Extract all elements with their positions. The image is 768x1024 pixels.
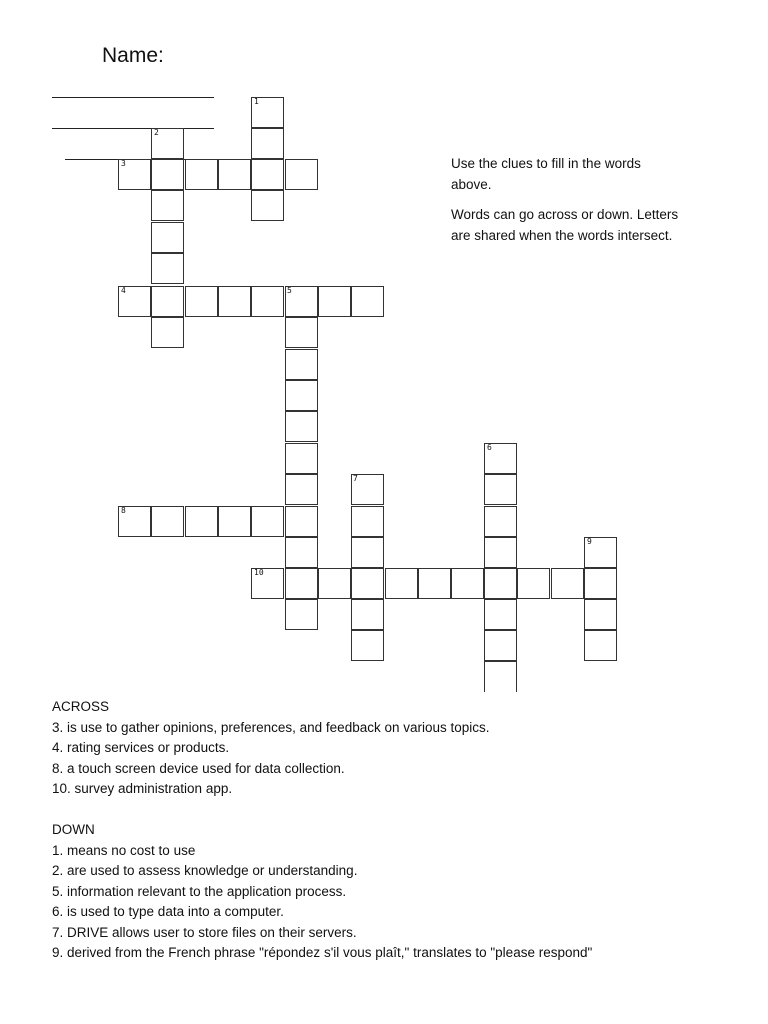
clue-number-10: 10: [254, 568, 264, 577]
grid-cell[interactable]: [351, 630, 384, 661]
clue-number-9: 9: [587, 537, 592, 546]
grid-cell[interactable]: [151, 159, 184, 190]
across-clue-8: 8. a touch screen device used for data collection.: [52, 760, 345, 776]
clue-number-3: 3: [121, 159, 126, 168]
clue-number-6: 6: [487, 443, 492, 452]
grid-cell[interactable]: [285, 506, 318, 537]
grid-cell[interactable]: [484, 599, 517, 630]
grid-cell[interactable]: [318, 568, 351, 599]
grid-cell[interactable]: [418, 568, 451, 599]
grid-cell[interactable]: [251, 159, 284, 190]
grid-cell[interactable]: [484, 537, 517, 568]
instruction-line-1: Use the clues to fill in the words above.: [451, 156, 641, 192]
grid-cell[interactable]: [285, 568, 318, 599]
grid-cell[interactable]: [251, 506, 284, 537]
across-clue-10: 10. survey administration app.: [52, 781, 233, 796]
down-clue-6: 6. is used to type data into a computer.: [52, 904, 284, 919]
down-heading: DOWN: [52, 822, 95, 837]
grid-cell[interactable]: [185, 159, 218, 190]
grid-cell[interactable]: [251, 286, 284, 317]
grid-cell[interactable]: [218, 506, 251, 537]
grid-cell[interactable]: [251, 190, 284, 221]
across-clue-4: 4. rating services or products.: [52, 740, 230, 755]
clue-number-4: 4: [121, 286, 126, 295]
grid-cell[interactable]: [151, 190, 184, 221]
across-heading: ACROSS: [52, 699, 110, 714]
grid-cell[interactable]: [484, 474, 517, 505]
clue-number-5: 5: [287, 286, 292, 295]
grid-cell[interactable]: [285, 349, 318, 380]
grid-cell[interactable]: [351, 568, 384, 599]
grid-cell[interactable]: [151, 506, 184, 537]
grid-cell[interactable]: [318, 286, 351, 317]
grid-cell[interactable]: [385, 568, 418, 599]
grid-cell[interactable]: [151, 317, 184, 348]
clue-number-7: 7: [353, 474, 358, 483]
grid-cell[interactable]: [484, 506, 517, 537]
grid-cell[interactable]: [584, 630, 617, 661]
grid-cell[interactable]: [185, 506, 218, 537]
down-clue-7: 7. DRIVE allows user to store files on their servers.: [52, 924, 357, 940]
grid-cell[interactable]: [151, 286, 184, 317]
name-line: [52, 128, 214, 129]
clue-number-2: 2: [154, 128, 159, 137]
clue-number-8: 8: [121, 506, 126, 515]
grid-cell[interactable]: [285, 443, 318, 474]
grid-cell[interactable]: [285, 537, 318, 568]
grid-cell[interactable]: [218, 159, 251, 190]
name-label: Name:: [102, 44, 164, 67]
grid-cell[interactable]: [151, 253, 184, 284]
grid-cell[interactable]: [484, 568, 517, 599]
clue-list: [52, 697, 752, 964]
grid-cell[interactable]: [285, 317, 318, 348]
name-line: [52, 97, 214, 98]
down-clue-5: 5. information relevant to the application process.: [52, 883, 347, 899]
grid-cell[interactable]: [285, 380, 318, 411]
down-clue-1: 1. means no cost to use: [52, 842, 196, 858]
grid-cell[interactable]: [185, 286, 218, 317]
down-clue-2: 2. are used to assess knowledge or understanding.: [52, 863, 358, 878]
grid-cell[interactable]: [451, 568, 484, 599]
across-clue-3: 3. is use to gather opinions, preferences, and feedback on various topics.: [52, 719, 490, 735]
grid-cell[interactable]: [484, 661, 517, 692]
grid-cell[interactable]: [584, 568, 617, 599]
grid-cell[interactable]: [351, 537, 384, 568]
grid-cell[interactable]: [517, 568, 550, 599]
grid-cell[interactable]: [285, 159, 318, 190]
down-clue-9: 9. derived from the French phrase "répondez s'il vous plaît," translates to "please respond": [52, 945, 593, 960]
grid-cell[interactable]: [151, 222, 184, 253]
grid-cell[interactable]: [285, 411, 318, 442]
instructions: [451, 154, 681, 256]
grid-cell[interactable]: [551, 568, 584, 599]
clue-number-1: 1: [254, 97, 259, 106]
grid-cell[interactable]: [251, 128, 284, 159]
grid-cell[interactable]: [584, 599, 617, 630]
grid-cell[interactable]: [285, 599, 318, 630]
grid-cell[interactable]: [351, 599, 384, 630]
grid-cell[interactable]: [351, 286, 384, 317]
grid-cell[interactable]: [285, 474, 318, 505]
grid-cell[interactable]: [351, 506, 384, 537]
instruction-line-2: Words can go across or down. Letters are shared when the words intersect.: [451, 207, 679, 243]
grid-cell[interactable]: [218, 286, 251, 317]
grid-cell[interactable]: [484, 630, 517, 661]
